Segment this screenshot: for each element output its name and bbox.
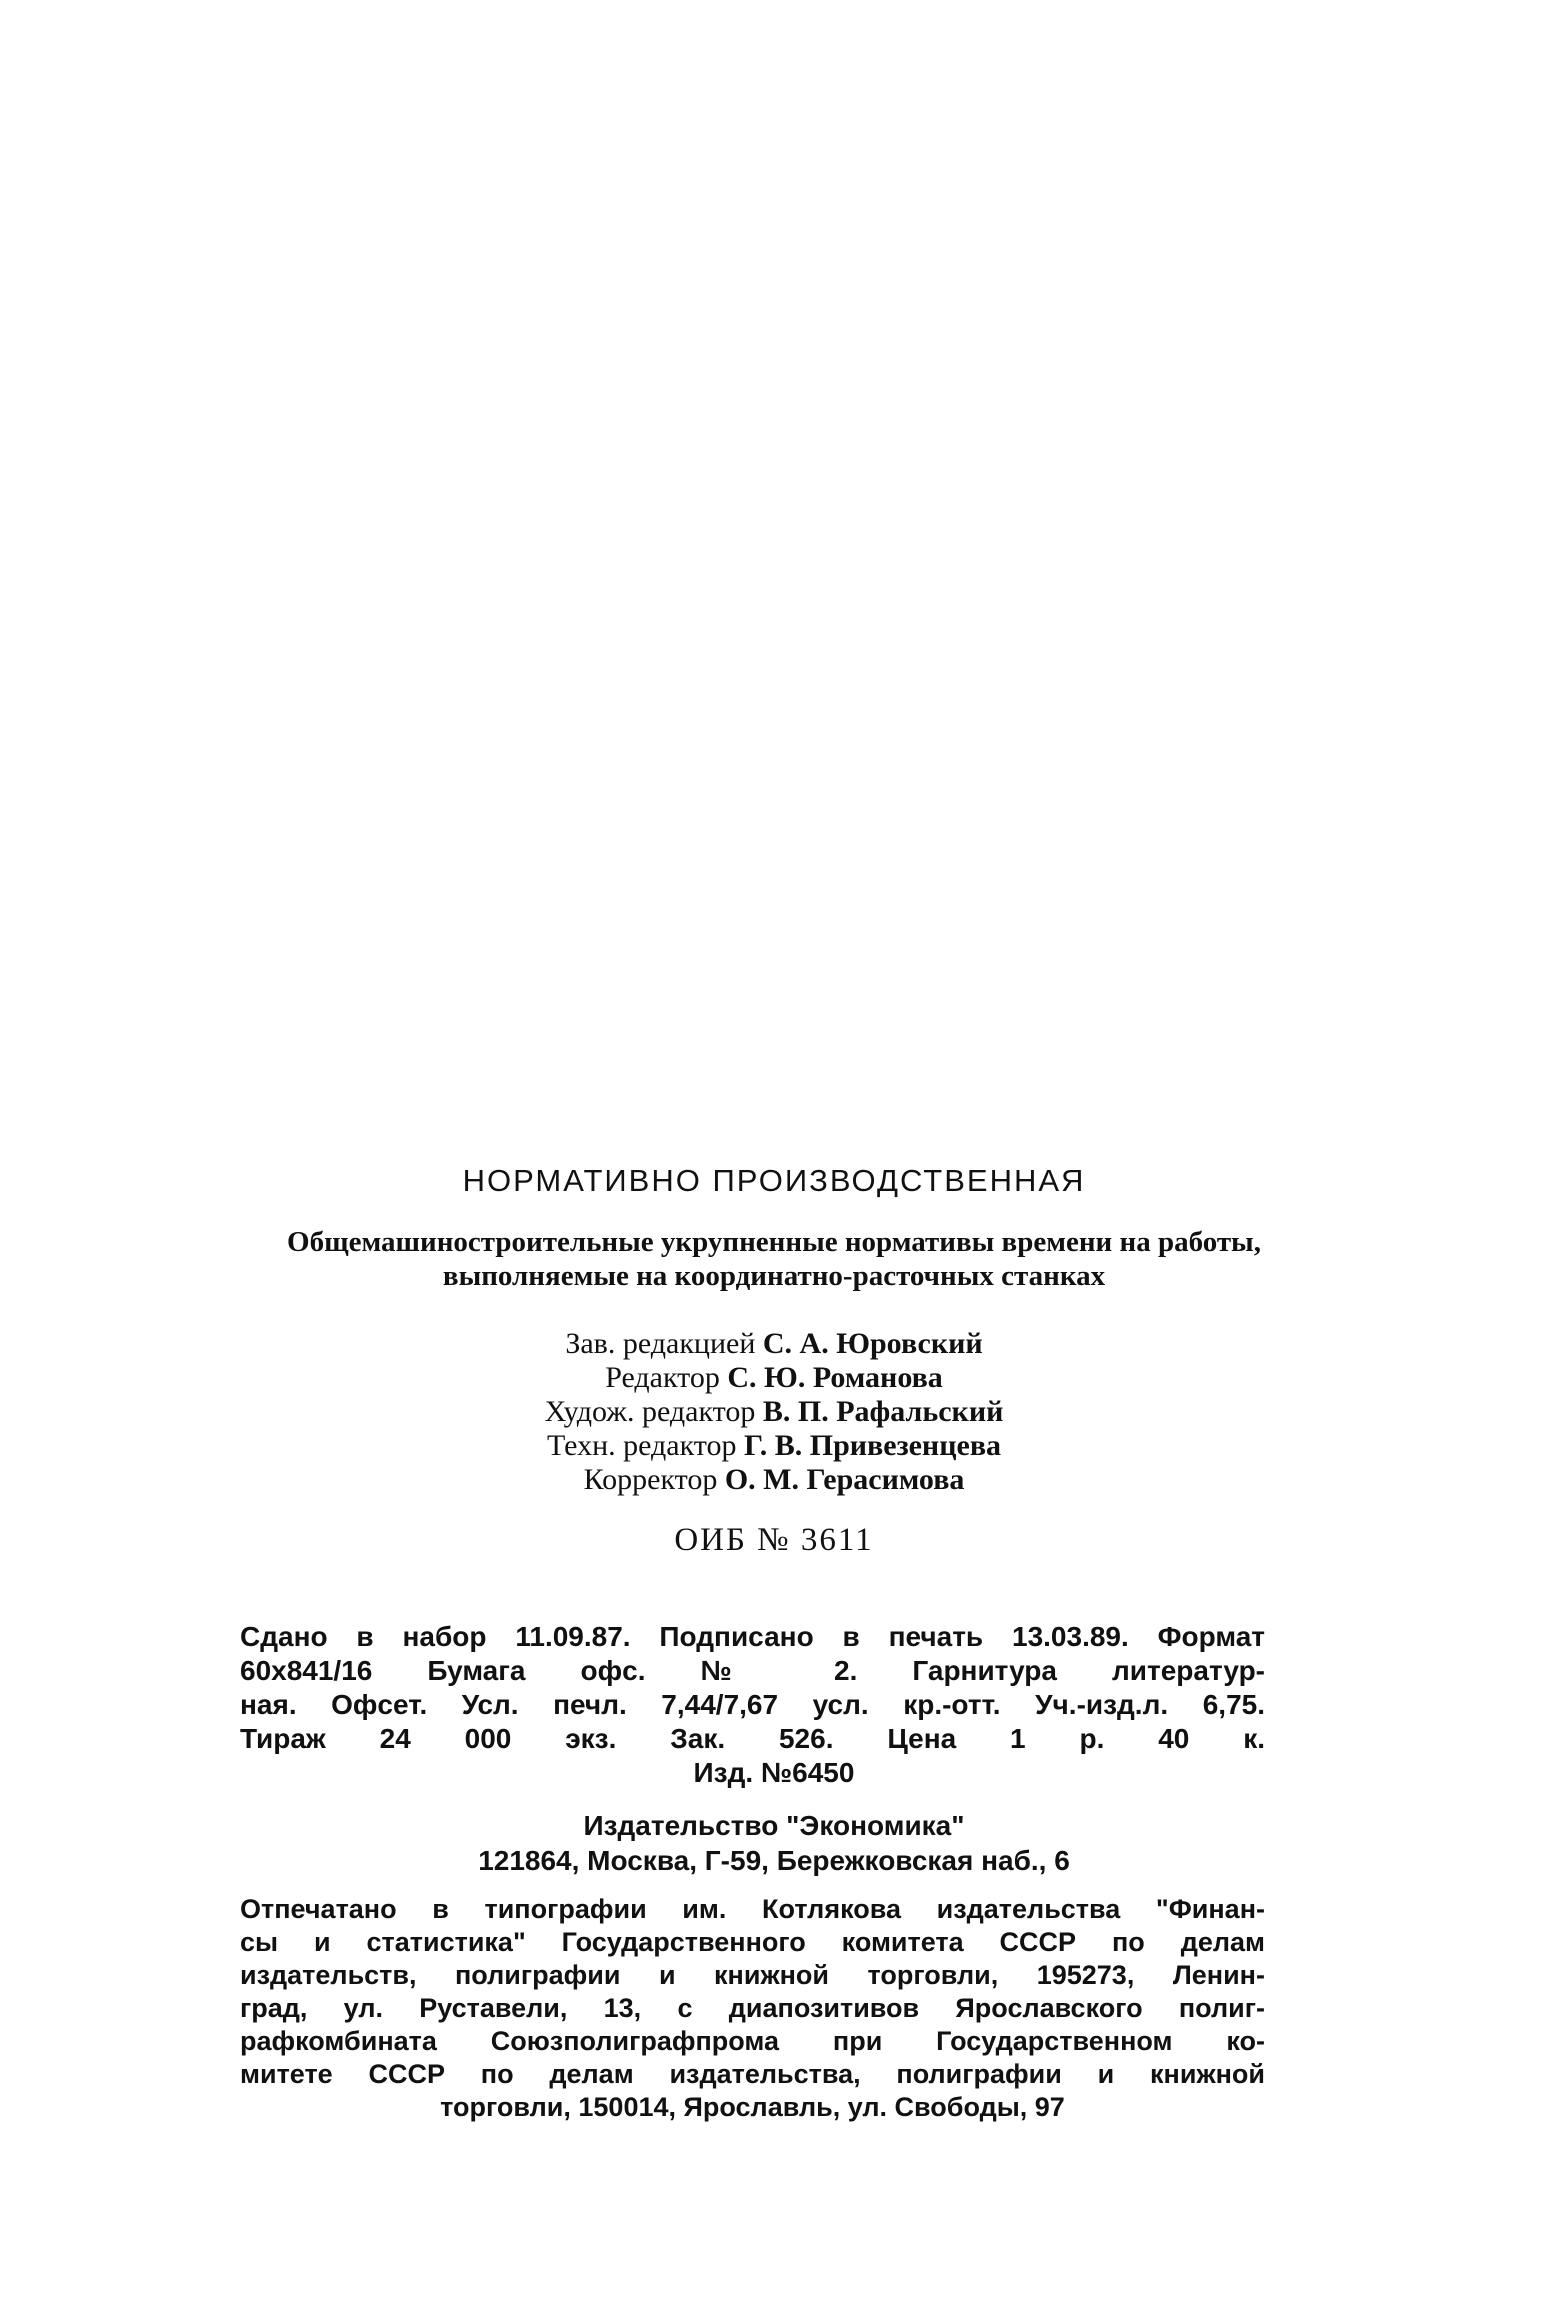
staff-role: Зав. редакцией xyxy=(565,1327,756,1360)
printer-info xyxy=(240,1893,1265,2124)
oib-text: ОИБ № 3611 xyxy=(674,1522,874,1558)
imprint-line: Сдано в набор 11.09.87. Подписано в печать 13.03.89. Формат xyxy=(240,1621,1265,1652)
imprint-line: ная. Офсет. Усл. печл. 7,44/7,67 усл. кр.-отт. Уч.-изд.л. 6,75. xyxy=(240,1689,1265,1720)
printer-line: Отпечатано в типографии им. Котлякова издательства "Финан- xyxy=(240,1894,1265,1924)
printer-line: град, ул. Руставели, 13, с диапозитивов Ярославского полиг- xyxy=(240,1993,1265,2023)
editorial-staff xyxy=(150,1327,1398,1497)
staff-line xyxy=(150,1361,1398,1395)
staff-line xyxy=(150,1395,1398,1429)
printer-line: торговли, 150014, Ярославль, ул. Свободы, 97 xyxy=(440,2092,1065,2122)
staff-name: С. А. Юровский xyxy=(762,1327,983,1360)
book-title-line: выполняемые на координатно-расточных станках xyxy=(442,1260,1106,1292)
oib-number xyxy=(150,1522,1398,1559)
staff-name: С. Ю. Романова xyxy=(727,1361,943,1394)
imprint-line: 60х841/16 Бумага офс. № 2. Гарнитура литератур- xyxy=(240,1655,1265,1686)
staff-name: О. М. Герасимова xyxy=(724,1463,965,1496)
publication-number-text: Изд. №6450 xyxy=(693,1757,855,1788)
book-title xyxy=(150,1225,1398,1293)
printer-line: сы и статистика" Государственного комитета СССР по делам xyxy=(240,1927,1265,1957)
printer-line: митете СССР по делам издательства, полиграфии и книжной xyxy=(240,2059,1265,2089)
printer-line: рафкомбината Союзполиграфпрома при Государственном ко- xyxy=(240,2026,1265,2056)
staff-name: Г. В. Привезенцева xyxy=(744,1429,1002,1462)
staff-role: Редактор xyxy=(605,1361,720,1394)
staff-role: Худож. редактор xyxy=(544,1395,756,1428)
staff-name: В. П. Рафальский xyxy=(762,1395,1004,1428)
book-title-line: Общемашиностроительные укрупненные нормативы времени на работы, xyxy=(287,1226,1261,1258)
staff-role: Корректор xyxy=(583,1463,718,1496)
imprint-line: Тираж 24 000 экз. Зак. 526. Цена 1 р. 40 к. xyxy=(240,1723,1265,1754)
staff-line xyxy=(150,1429,1398,1463)
publication-number xyxy=(150,1757,1398,1789)
series-title-text: НОРМАТИВНО ПРОИЗВОДСТВЕННАЯ xyxy=(462,1163,1086,1198)
publisher-info xyxy=(150,1808,1398,1878)
printer-line: издательств, полиграфии и книжной торговли, 195273, Ленин- xyxy=(240,1960,1265,1990)
series-title xyxy=(150,1163,1398,1199)
staff-line xyxy=(150,1463,1398,1497)
staff-line xyxy=(150,1327,1398,1361)
staff-role: Техн. редактор xyxy=(546,1429,737,1462)
publisher-address: 121864, Москва, Г-59, Бережковская наб., 6 xyxy=(478,1845,1070,1876)
publisher-name: Издательство "Экономика" xyxy=(583,1810,965,1841)
print-imprint xyxy=(240,1620,1265,1756)
